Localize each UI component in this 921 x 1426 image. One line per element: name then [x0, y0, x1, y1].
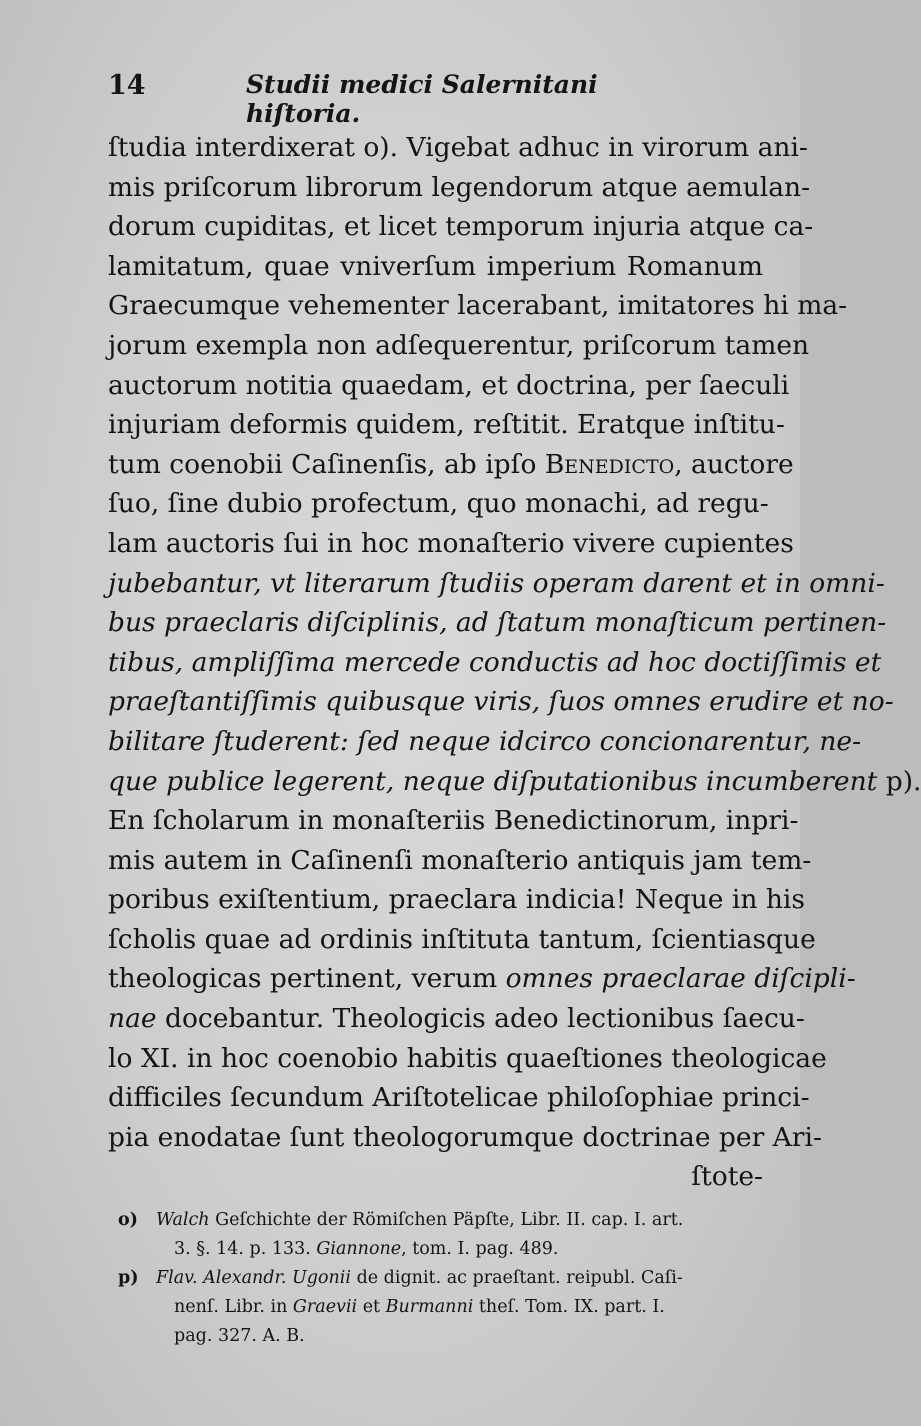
text-run: jubebantur, vt literarum ſtudiis operam darent et in omni-: [108, 567, 885, 599]
text-line: [108, 722, 862, 762]
footnote-line: [118, 1206, 766, 1235]
text-line: [108, 445, 794, 485]
footnotes: [118, 1206, 766, 1351]
text-line: [108, 247, 763, 287]
text-run: ſtote-: [691, 1161, 763, 1193]
text-run: p).: [877, 765, 921, 797]
text-run: mis priſcorum librorum legendorum atque aemulan-: [108, 171, 811, 203]
footnote-line: [118, 1322, 766, 1351]
page-header: [108, 70, 708, 128]
text-run: bilitare ſtuderent: ſed neque idcirco concionarentur, ne-: [108, 725, 862, 757]
text-run: de dignit. ac praeſtant. reipubl. Caſi-: [351, 1268, 683, 1288]
text-line: [108, 880, 805, 920]
footnote-line: [118, 1264, 766, 1293]
text-run: difficiles ſecundum Ariſtotelicae philoſophiae princi-: [108, 1082, 810, 1114]
text-line: [108, 168, 811, 208]
text-run: omnes praeclarae diſcipli-: [505, 963, 856, 995]
text-run: Geſchichte der Römiſchen Päpſte, Libr. II. cap. I. art.: [209, 1210, 684, 1230]
text-run: 3. §. 14. p. 133.: [174, 1239, 317, 1259]
text-run: Flav. Alexandr. Ugonii: [156, 1268, 351, 1288]
text-run: Graevii: [292, 1297, 358, 1317]
text-run: nenſ. Libr. in: [174, 1297, 293, 1317]
text-run: mis autem in Caſinenſi monaſterio antiquis jam tem-: [108, 844, 812, 876]
text-line: [108, 1078, 810, 1118]
text-run: theſ. Tom. IX. part. I.: [473, 1297, 665, 1317]
text-line: [108, 1157, 763, 1197]
text-run: Graecumque vehementer lacerabant, imitatores hi ma-: [108, 290, 848, 322]
text-line: [108, 207, 814, 247]
text-run: ſuo, ſine dubio profectum, quo monachi, ad regu-: [108, 488, 769, 520]
text-run: et: [357, 1297, 386, 1317]
text-line: [108, 603, 887, 643]
text-run: Walch: [156, 1210, 210, 1230]
text-run: ſtudia interdixerat o). Vigebat adhuc in virorum ani-: [108, 132, 808, 163]
text-run: tum coenobii Caſinenſis, ab ipſo: [108, 448, 545, 480]
text-line: [108, 959, 856, 999]
text-run: lamitatum, quae vniverſum imperium Romanum: [108, 250, 763, 282]
text-line: [108, 366, 790, 406]
page-number: 14: [108, 70, 146, 101]
text-line: [108, 801, 799, 841]
text-line: [108, 999, 805, 1039]
text-run: , auctore: [674, 448, 794, 480]
text-line: [108, 841, 812, 881]
text-run: theologicas pertinent, verum: [108, 963, 506, 995]
text-line: [108, 128, 808, 168]
text-run: lam auctoris ſui in hoc monaſterio vivere cupientes: [108, 527, 794, 559]
text-run: injuriam deformis quidem, reſtitit. Eratque inſtitu-: [108, 409, 785, 441]
footnote-marker: p): [118, 1268, 139, 1288]
footnote-line: [118, 1293, 766, 1322]
text-run: tibus, ampliſſima mercede conductis ad hoc doctiſſimis et: [108, 646, 882, 678]
text-run: Giannone: [316, 1239, 402, 1259]
text-run: ſcholis quae ad ordinis inſtituta tantum, ſcientiasque: [108, 923, 816, 955]
text-line: [108, 484, 769, 524]
text-line: [108, 682, 894, 722]
text-line: [108, 286, 848, 326]
text-run: auctorum notitia quaedam, et doctrina, per ſaeculi: [108, 369, 790, 401]
text-run: pia enodatae ſunt theologorumque doctrinae per Ari-: [108, 1121, 822, 1153]
main-text: [108, 128, 921, 1197]
running-title: Studii medici Salernitani hiſtoria.: [246, 70, 598, 128]
text-line: [108, 1118, 822, 1158]
text-run: dorum cupiditas, et licet temporum injuria atque ca-: [108, 211, 814, 243]
text-run: praeſtantiſſimis quibusque viris, ſuos omnes erudire et no-: [108, 686, 894, 718]
text-run: En ſcholarum in monaſteriis Benedictinorum, inpri-: [108, 805, 799, 837]
text-run: que publice legerent, neque diſputationibus incumberent: [108, 765, 878, 797]
text-line: [108, 643, 882, 683]
text-run: Burmanni: [385, 1297, 474, 1317]
text-line: [108, 564, 885, 604]
text-run: lo XI. in hoc coenobio habitis quaeſtiones theologicae: [108, 1042, 827, 1074]
text-run: Benedicto: [544, 448, 675, 480]
text-run: jorum exempla non adſequerentur, priſcorum tamen: [108, 329, 810, 361]
text-line: [108, 920, 816, 960]
text-run: poribus exiſtentium, praeclara indicia! Neque in his: [108, 884, 805, 916]
text-line: [108, 524, 794, 564]
text-run: nae: [108, 1003, 157, 1035]
text-line: [108, 326, 810, 366]
text-line: [108, 762, 921, 802]
footnote-line: [118, 1235, 766, 1264]
text-line: [108, 405, 785, 445]
text-run: bus praeclaris diſciplinis, ad ſtatum monaſticum pertinen-: [108, 607, 887, 639]
text-line: [108, 1039, 827, 1079]
footnote-marker: o): [118, 1210, 138, 1230]
text-run: pag. 327. A. B.: [174, 1326, 305, 1346]
text-run: docebantur. Theologicis adeo lectionibus ſaecu-: [156, 1003, 805, 1035]
text-run: , tom. I. pag. 489.: [401, 1239, 559, 1259]
